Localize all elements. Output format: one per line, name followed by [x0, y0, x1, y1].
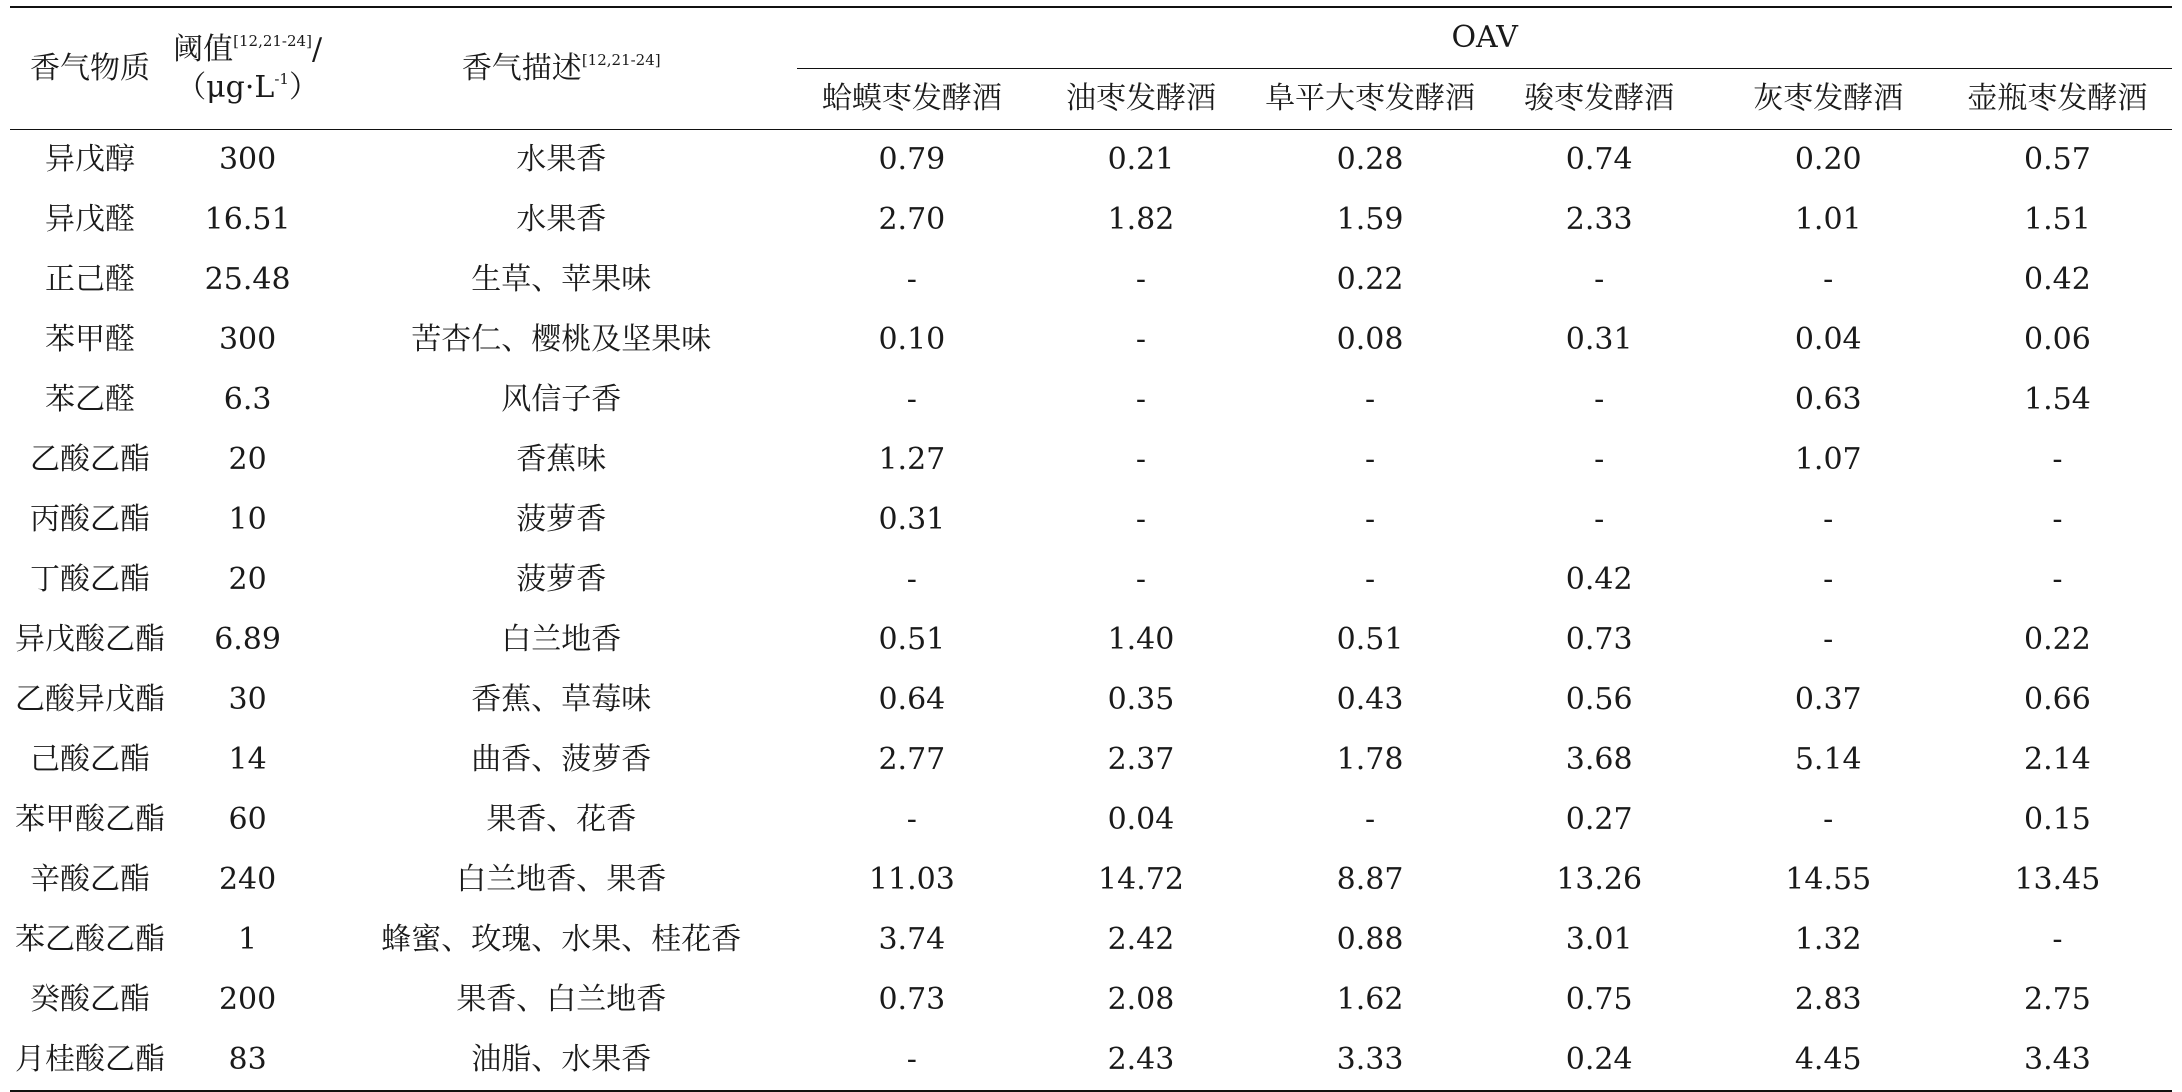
cell-oav: -: [1364, 502, 1376, 537]
cell-oav: 0.04: [1794, 322, 1862, 357]
header-wine: 蛤蟆枣发酵酒: [797, 69, 1026, 130]
cell-oav: 0.24: [1485, 1030, 1714, 1091]
cell-oav: -: [1135, 442, 1147, 477]
cell-threshold: 14: [228, 742, 267, 777]
cell-oav: -: [1594, 442, 1605, 477]
cell-oav: 0.75: [1565, 982, 1633, 1017]
cell-oav: 0.64: [878, 682, 946, 717]
cell-substance: 辛酸乙酯: [30, 862, 151, 897]
cell-oav: 2.14: [2024, 742, 2091, 777]
cell-substance: 苯乙酸乙酯: [15, 922, 166, 957]
cell-substance: 苯乙醛: [45, 382, 136, 417]
oav-table: [10, 6, 2172, 1092]
cell-threshold: 6.89: [214, 622, 281, 657]
cell-oav: 1.51: [2024, 202, 2091, 237]
cell-oav: 0.79: [878, 142, 946, 177]
cell-oav: -: [906, 262, 917, 297]
cell-oav: 0.22: [1336, 262, 1404, 297]
cell-oav: 0.35: [1107, 682, 1175, 717]
cell-oav: 0.66: [2024, 682, 2091, 717]
table-row: [10, 850, 2172, 910]
cell-description: 香蕉味: [516, 442, 607, 477]
cell-substance: 乙酸乙酯: [30, 442, 151, 477]
table-row: [10, 310, 2172, 370]
cell-description: 白兰地香、果香: [456, 862, 667, 897]
cell-substance: 乙酸异戊酯: [15, 682, 166, 717]
header-threshold-unit-exp: -1: [274, 69, 289, 88]
header-description: [325, 7, 797, 130]
table-body: [10, 130, 2172, 1092]
cell-oav: -: [1823, 262, 1834, 297]
cell-oav: 0.73: [878, 982, 946, 1017]
cell-oav: 2.83: [1794, 982, 1862, 1017]
cell-description: 白兰地香: [501, 622, 622, 657]
cell-oav: 0.15: [2024, 802, 2091, 837]
header-row-top: [10, 7, 2172, 69]
cell-substance: 苯甲酸乙酯: [15, 802, 166, 837]
cell-oav: 3.74: [878, 922, 946, 957]
cell-oav: 13.45: [2014, 862, 2101, 897]
cell-oav: 0.06: [2024, 322, 2091, 357]
cell-oav: -: [906, 802, 917, 837]
table-row: [10, 430, 2172, 490]
table-row: [10, 670, 2172, 730]
table-row: [10, 1030, 2172, 1091]
table-row: [10, 550, 2172, 610]
cell-substance: 月桂酸乙酯: [10, 1030, 170, 1091]
cell-substance: 异戊醛: [45, 202, 136, 237]
table-row: [10, 490, 2172, 550]
table-row: [10, 610, 2172, 670]
cell-oav: 0.04: [1107, 802, 1175, 837]
table-row: [10, 790, 2172, 850]
cell-threshold: 20: [228, 562, 267, 597]
cell-oav: -: [906, 562, 917, 597]
cell-description: 蜂蜜、玫瑰、水果、桂花香: [381, 922, 742, 957]
table-row: [10, 970, 2172, 1030]
cell-oav: 0.20: [1794, 142, 1862, 177]
cell-oav: -: [797, 1030, 1026, 1091]
cell-oav: 2.43: [1026, 1030, 1255, 1091]
cell-substance: 己酸乙酯: [30, 742, 151, 777]
cell-substance: 异戊酸乙酯: [15, 622, 166, 657]
cell-oav: 1.78: [1336, 742, 1404, 777]
cell-oav: -: [1594, 262, 1605, 297]
cell-description: 油脂、水果香: [325, 1030, 797, 1091]
cell-oav: 1.07: [1794, 442, 1862, 477]
cell-oav: -: [1364, 802, 1376, 837]
cell-oav: 0.31: [1565, 322, 1633, 357]
cell-oav: 2.08: [1107, 982, 1175, 1017]
cell-description: 香蕉、草莓味: [471, 682, 652, 717]
header-wine: 阜平大枣发酵酒: [1256, 69, 1485, 130]
cell-substance: 丙酸乙酯: [30, 502, 151, 537]
cell-oav: 0.43: [1336, 682, 1404, 717]
cell-substance: 癸酸乙酯: [30, 982, 151, 1017]
cell-oav: 2.33: [1565, 202, 1633, 237]
cell-oav: -: [1135, 322, 1147, 357]
cell-oav: 3.68: [1565, 742, 1633, 777]
cell-substance: 丁酸乙酯: [30, 562, 151, 597]
cell-description: 生草、苹果味: [471, 262, 652, 297]
header-description-label: 香气描述: [461, 50, 582, 86]
cell-oav: 3.01: [1565, 922, 1633, 957]
cell-threshold: 300: [218, 322, 277, 357]
cell-oav: 0.51: [878, 622, 946, 657]
cell-description: 果香、白兰地香: [456, 982, 667, 1017]
cell-description: 苦杏仁、樱桃及坚果味: [411, 322, 712, 357]
cell-oav: 0.37: [1794, 682, 1862, 717]
cell-oav: 14.72: [1098, 862, 1184, 897]
cell-substance: 异戊醇: [45, 142, 136, 177]
cell-threshold: 240: [218, 862, 277, 897]
cell-oav: 5.14: [1794, 742, 1862, 777]
table-row: [10, 910, 2172, 970]
cell-oav: 0.88: [1336, 922, 1404, 957]
cell-oav: 1.59: [1336, 202, 1404, 237]
cell-oav: 13.26: [1556, 862, 1643, 897]
cell-oav: 14.55: [1785, 862, 1872, 897]
cell-substance: 苯甲醛: [45, 322, 136, 357]
cell-oav: -: [1364, 382, 1376, 417]
cell-threshold: 30: [228, 682, 267, 717]
cell-description: 菠萝香: [516, 562, 607, 597]
cell-oav: -: [1135, 262, 1147, 297]
cell-oav: 0.63: [1794, 382, 1862, 417]
cell-oav: 1.82: [1107, 202, 1175, 237]
cell-oav: 2.75: [2024, 982, 2091, 1017]
cell-oav: 0.51: [1336, 622, 1404, 657]
cell-threshold: 1: [238, 922, 258, 957]
cell-threshold: 83: [170, 1030, 325, 1091]
cell-oav: 0.10: [878, 322, 946, 357]
header-threshold-unit: （μg·L: [176, 69, 275, 105]
cell-oav: -: [1594, 502, 1605, 537]
cell-description: 水果香: [516, 202, 607, 237]
cell-oav: -: [1135, 562, 1147, 597]
cell-oav: 2.70: [878, 202, 946, 237]
cell-threshold: 6.3: [223, 382, 272, 417]
header-wine: 壶瓶枣发酵酒: [1943, 69, 2172, 130]
cell-threshold: 16.51: [204, 202, 291, 237]
cell-oav: 4.45: [1714, 1030, 1943, 1091]
table-container: [10, 6, 2172, 1092]
cell-substance: 正己醛: [45, 262, 136, 297]
cell-oav: 0.57: [2024, 142, 2091, 177]
cell-oav: 0.56: [1565, 682, 1633, 717]
cell-oav: 1.27: [878, 442, 946, 477]
cell-oav: 2.37: [1107, 742, 1175, 777]
cell-oav: -: [1135, 382, 1147, 417]
cell-description: 菠萝香: [516, 502, 607, 537]
table-row: [10, 730, 2172, 790]
cell-oav: 0.42: [2024, 262, 2091, 297]
cell-threshold: 25.48: [204, 262, 291, 297]
cell-oav: -: [1823, 802, 1834, 837]
cell-threshold: 60: [228, 802, 267, 837]
cell-oav: 0.31: [878, 502, 946, 537]
header-threshold-line1: [170, 31, 325, 69]
cell-threshold: 20: [228, 442, 267, 477]
cell-oav: -: [1823, 562, 1834, 597]
header-threshold-label: 阈值: [173, 31, 234, 67]
cell-oav: -: [1823, 622, 1834, 657]
cell-oav: 2.42: [1107, 922, 1175, 957]
cell-oav: 1.54: [2024, 382, 2091, 417]
cell-oav: 1.32: [1794, 922, 1862, 957]
cell-oav: -: [2052, 562, 2063, 597]
header-description-ref: [12,21-24]: [581, 50, 661, 69]
header-oav-group: OAV: [797, 7, 2172, 69]
header-threshold-ref: [12,21-24]: [233, 31, 312, 50]
header-wine: 油枣发酵酒: [1026, 69, 1255, 130]
cell-oav: 0.73: [1565, 622, 1633, 657]
cell-oav: -: [1364, 442, 1376, 477]
cell-oav: -: [906, 382, 917, 417]
cell-oav: 3.43: [1943, 1030, 2172, 1091]
cell-oav: -: [2052, 502, 2063, 537]
cell-threshold: 200: [218, 982, 277, 1017]
cell-oav: 0.28: [1336, 142, 1404, 177]
cell-threshold: 10: [228, 502, 267, 537]
header-wine: 灰枣发酵酒: [1714, 69, 1943, 130]
cell-oav: 0.22: [2024, 622, 2091, 657]
header-wine: 骏枣发酵酒: [1485, 69, 1714, 130]
cell-oav: -: [2052, 922, 2063, 957]
table-row: [10, 130, 2172, 191]
cell-oav: 11.03: [868, 862, 955, 897]
header-threshold: [170, 7, 325, 130]
cell-description: 果香、花香: [486, 802, 637, 837]
cell-oav: 0.27: [1565, 802, 1633, 837]
cell-oav: 1.40: [1107, 622, 1175, 657]
cell-description: 曲香、菠萝香: [471, 742, 652, 777]
table-row: [10, 370, 2172, 430]
cell-oav: 0.42: [1565, 562, 1633, 597]
cell-oav: 2.77: [878, 742, 946, 777]
cell-oav: -: [1364, 562, 1376, 597]
cell-oav: -: [1823, 502, 1834, 537]
header-substance-label: 香气物质: [30, 50, 151, 86]
cell-description: 水果香: [516, 142, 607, 177]
cell-oav: 0.21: [1107, 142, 1175, 177]
cell-oav: 0.08: [1336, 322, 1404, 357]
cell-oav: -: [1135, 502, 1147, 537]
header-substance: [10, 7, 170, 130]
cell-oav: 0.74: [1565, 142, 1633, 177]
cell-oav: 3.33: [1256, 1030, 1485, 1091]
cell-description: 风信子香: [501, 382, 622, 417]
cell-oav: -: [1594, 382, 1605, 417]
cell-threshold: 300: [218, 142, 277, 177]
cell-oav: 1.62: [1336, 982, 1404, 1017]
cell-oav: -: [2052, 442, 2063, 477]
cell-oav: 1.01: [1794, 202, 1862, 237]
header-threshold-slash: /: [311, 31, 323, 67]
header-threshold-unit-close: ）: [288, 69, 319, 105]
header-threshold-line2: [170, 69, 325, 107]
table-row: [10, 250, 2172, 310]
cell-oav: 8.87: [1336, 862, 1404, 897]
table-row: [10, 190, 2172, 250]
